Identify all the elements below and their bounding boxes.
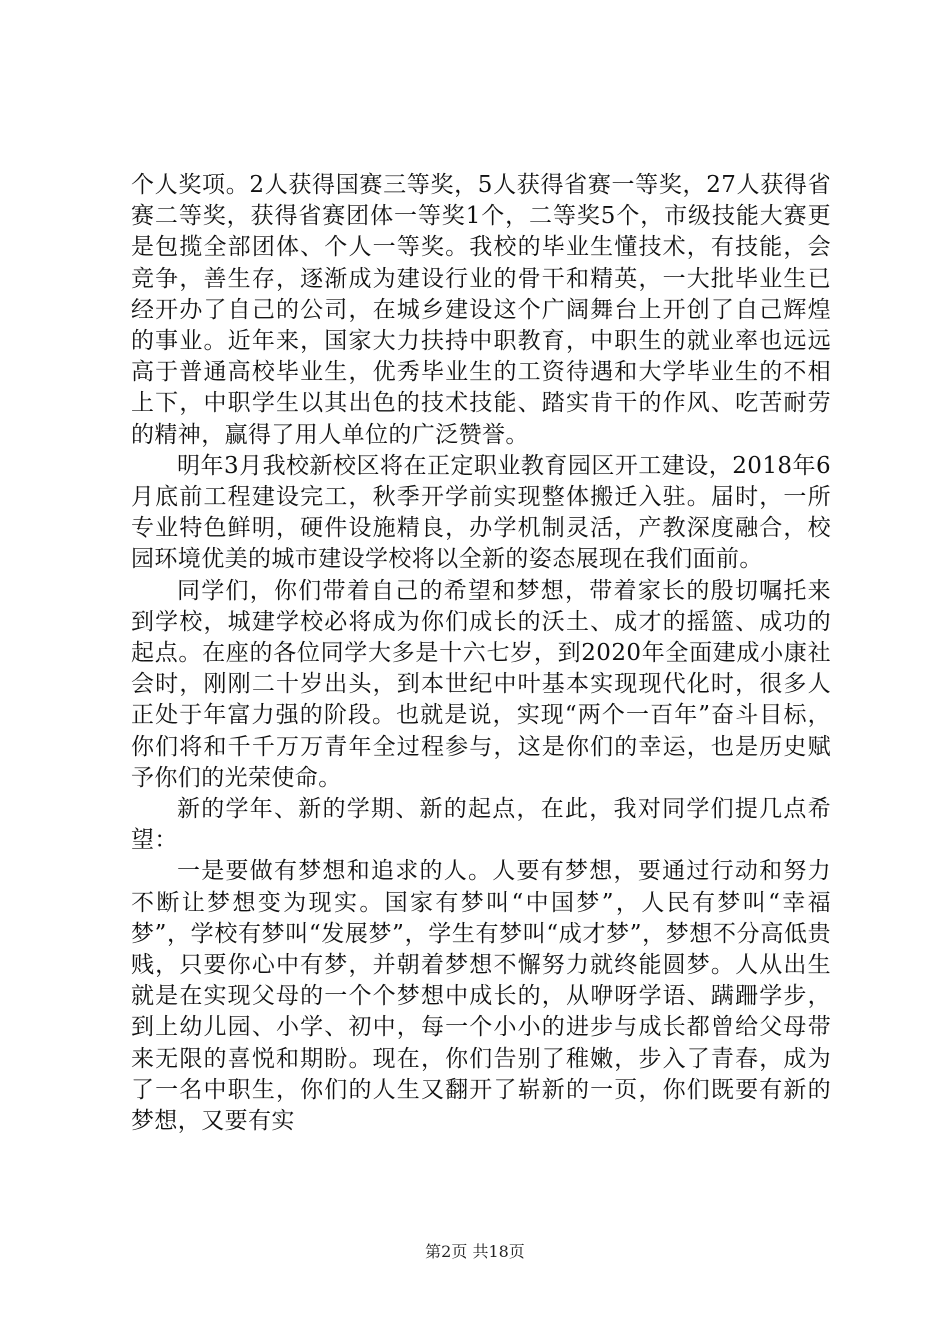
- page-number-footer: 第2页 共18页: [425, 1242, 525, 1261]
- paragraph-1: 个人奖项。2人获得国赛三等奖，5人获得省赛一等奖，27人获得省赛二等奖，获得省赛团体一等奖1个，二等奖5个，市级技能大赛更是包揽全部团体、个人一等奖。我校的毕业生懂技术，有技能，会竞争，善生存，逐渐成为建设行业的骨干和精英，一大批毕业生已经开办了自己的公司，在城乡建设这个广阔舞台上开创了自己辉煌的事业。近年来，国家大力扶持中职教育，中职生的就业率也远远高于普通高校毕业生，优秀毕业生的工资待遇和大学毕业生的不相上下，中职学生以其出色的技术技能、踏实肯干的作风、吃苦耐劳的精神，赢得了用人单位的广泛赞誉。: [131, 172, 831, 448]
- document-body: [131, 170, 831, 1137]
- paragraph-4: 新的学年、新的学期、新的起点，在此，我对同学们提几点希望：: [131, 796, 831, 854]
- paragraph-2: 明年3月我校新校区将在正定职业教育园区开工建设，2018年6月底前工程建设完工，秋季开学前实现整体搬迁入驻。届时，一所专业特色鲜明，硬件设施精良，办学机制灵活，产教深度融合，校园环境优美的城市建设学校将以全新的姿态展现在我们面前。: [131, 452, 831, 573]
- paragraph-3: 同学们，你们带着自己的希望和梦想，带着家长的殷切嘱托来到学校，城建学校必将成为你们成长的沃土、成才的摇篮、成功的起点。在座的各位同学大多是十六七岁，到2020年全面建成小康社会时，刚刚二十岁出头，到本世纪中叶基本实现现代化时，很多人正处于年富力强的阶段。也就是说，实现“两个一百年”奋斗目标，你们将和千千万万青年全过程参与，这是你们的幸运，也是历史赋予你们的光荣使命。: [131, 577, 831, 791]
- paragraph-5: 一是要做有梦想和追求的人。人要有梦想，要通过行动和努力不断让梦想变为现实。国家有梦叫“中国梦”，人民有梦叫“幸福梦”，学校有梦叫“发展梦”，学生有梦叫“成才梦”，梦想不分高低贵贱，只要你心中有梦，并朝着梦想不懈努力就终能圆梦。人从出生就是在实现父母的一个个梦想中成长的，从咿呀学语、蹒跚学步，到上幼儿园、小学、初中，每一个小小的进步与成长都曾给父母带来无限的喜悦和期盼。现在，你们告别了稚嫩，步入了青春，成为了一名中职生，你们的人生又翻开了崭新的一页，你们既要有新的梦想，又要有实: [131, 858, 831, 1135]
